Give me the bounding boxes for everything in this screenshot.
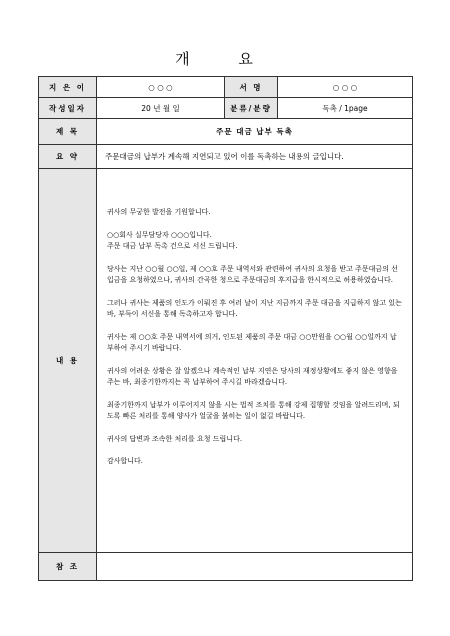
- summary-label: 요 약: [39, 145, 97, 169]
- content-paragraph: ○○회사 실무담당자 ○○○입니다. 주문 대금 납부 독촉 건으로 서신 드립니다.: [107, 230, 238, 250]
- content-paragraph: 최종기한까지 납부가 이루어지지 않을 시는 법적 조치를 통해 강제 집행할 것임을 알려드리며, 되도록 빠른 처리를 통해 양사가 얼굴을 붉히는 일이 없길 바랍니다.: [107, 400, 400, 420]
- date-label: 작성일자: [39, 98, 97, 119]
- content-paragraph: 귀사의 어려운 상황은 잘 알겠으나 계속적인 납부 지연은 당사의 재정상황에도 좋지 않은 영향을 주는 바, 최종기한까지는 꼭 납부하여 주시길 바라겠습니다.: [107, 366, 398, 386]
- document-title: 개 요: [175, 50, 275, 68]
- content-paragraph: 귀사는 제 ○○호 주문 내역서에 의거, 인도된 제품의 주문 대금 ○○만원을 ○○월 ○○일까지 납부하여 주시기 바랍니다.: [107, 332, 397, 352]
- signature-label: 서 명: [225, 77, 278, 98]
- document-form: [38, 76, 413, 581]
- signature-value: ○ ○ ○: [278, 77, 413, 98]
- category-value: 독촉 / 1page: [278, 98, 413, 119]
- content-body: [97, 169, 413, 553]
- date-value: 20 년 월 일: [97, 98, 225, 119]
- subject-value: 주문 대금 납부 독촉: [97, 119, 413, 145]
- subject-label: 제 목: [39, 119, 97, 145]
- sender-value: ○ ○ ○: [97, 77, 225, 98]
- sender-label: 지 은 이: [39, 77, 97, 98]
- content-paragraph: 귀사의 무궁한 발전을 기원합니다.: [107, 208, 211, 216]
- reference-label: 참 조: [39, 553, 97, 581]
- content-paragraph: 감사합니다.: [107, 457, 144, 465]
- content-paragraph: 당사는 지난 ○○월 ○○일, 제 ○○호 주문 내역서와 관련하여 귀사의 요청을 받고 주문대금의 선입금을 요청하였으나, 귀사의 간곡한 청으로 주문대금의 후지급을 한시적으로 허용하였습니다.: [107, 264, 398, 284]
- category-label: 분류/분량: [225, 98, 278, 119]
- content-paragraph: 귀사의 답변과 조속한 처리를 요청 드립니다.: [107, 434, 243, 443]
- content-paragraph: 그러나 귀사는 제품의 인도가 이뤄진 후 여러 날이 지난 지금까지 주문 대금을 지급하지 않고 있는 바, 부득이 서신을 통해 독촉하고자 합니다.: [107, 298, 402, 318]
- summary-value: 주문대금의 납부가 계속해 지연되고 있어 이를 독촉하는 내용의 글입니다.: [97, 145, 413, 169]
- reference-value: [97, 553, 413, 581]
- content-label: 내 용: [39, 169, 97, 553]
